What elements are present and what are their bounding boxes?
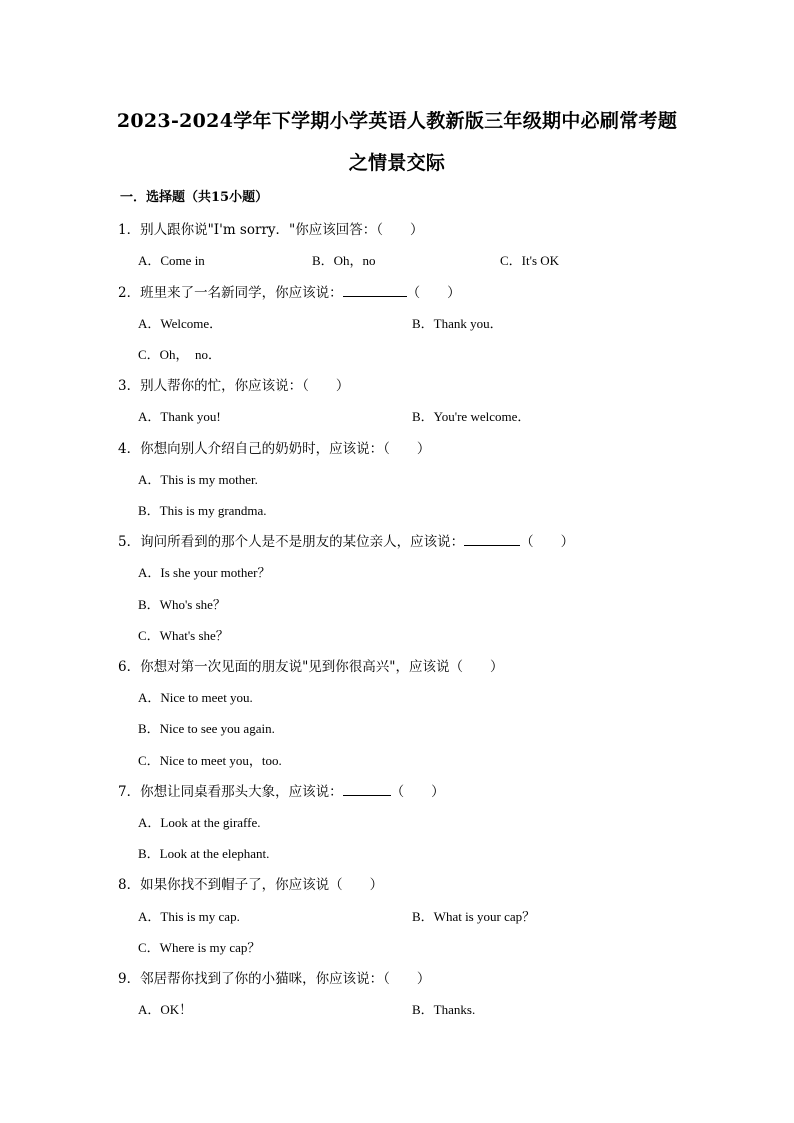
- q2-option-a[interactable]: A．Welcome．: [138, 316, 223, 331]
- section-heading: 一．选择题（共15小题）: [120, 190, 269, 205]
- question-5: [118, 530, 574, 550]
- q5-option-a[interactable]: A．Is she your mother？: [138, 565, 271, 580]
- q7-option-a[interactable]: A．Look at the giraffe.: [138, 815, 261, 830]
- answer-blank: [343, 783, 391, 796]
- question-6: 6．你想对第一次见面的朋友说"见到你很高兴"，应该说（ ）: [118, 659, 504, 675]
- question-2: [118, 281, 461, 301]
- q6-option-b[interactable]: B．Nice to see you again.: [138, 721, 275, 736]
- q8-option-a[interactable]: A．This is my cap.: [138, 909, 240, 924]
- answer-blank: [464, 533, 520, 546]
- q8-option-c[interactable]: C．Where is my cap？: [138, 940, 261, 955]
- q2-option-c[interactable]: C．Oh， no．: [138, 347, 222, 362]
- q6-option-c[interactable]: C．Nice to meet you，too.: [138, 753, 282, 768]
- q1-option-c[interactable]: C．It's OK: [500, 253, 560, 268]
- question-9: 9．邻居帮你找到了你的小猫咪，你应该说：（ ）: [118, 971, 431, 987]
- q3-option-a[interactable]: A．Thank you!: [138, 409, 221, 424]
- q7-option-b[interactable]: B．Look at the elephant.: [138, 846, 270, 861]
- q2-option-b[interactable]: B．Thank you．: [412, 316, 503, 331]
- question-5-text: 5．询问所看到的那个人是不是朋友的某位亲人，应该说：: [118, 534, 465, 550]
- question-2-paren: （ ）: [406, 285, 461, 301]
- q4-option-a[interactable]: A．This is my mother.: [138, 472, 258, 487]
- q9-option-b[interactable]: B．Thanks.: [412, 1002, 476, 1017]
- question-7-text: 7．你想让同桌看那头大象，应该说：: [118, 784, 343, 800]
- q3-option-b[interactable]: B．You're welcome．: [412, 409, 531, 424]
- page-subtitle: 之情景交际: [348, 152, 446, 174]
- question-7-paren: （ ）: [390, 784, 445, 800]
- answer-blank: [343, 284, 407, 297]
- page-title: 2023-2024学年下学期小学英语人教新版三年级期中必刷常考题: [116, 110, 678, 132]
- q5-option-c[interactable]: C．What's she？: [138, 628, 229, 643]
- q4-option-b[interactable]: B．This is my grandma.: [138, 503, 267, 518]
- question-4: 4．你想向别人介绍自己的奶奶时，应该说：（ ）: [118, 441, 431, 457]
- question-1: 1．别人跟你说"I'm sorry．"你应该回答：（ ）: [118, 222, 424, 238]
- q1-option-a[interactable]: A．Come in: [138, 253, 205, 268]
- q6-option-a[interactable]: A．Nice to meet you.: [138, 690, 253, 705]
- question-7: [118, 780, 445, 800]
- q1-option-b[interactable]: B．Oh，no: [312, 253, 376, 268]
- q5-option-b[interactable]: B．Who's she？: [138, 597, 226, 612]
- q9-option-a[interactable]: A．OK！: [138, 1002, 193, 1017]
- question-2-text: 2．班里来了一名新同学，你应该说：: [118, 285, 343, 301]
- question-8: 8．如果你找不到帽子了，你应该说（ ）: [118, 877, 384, 893]
- question-3: 3．别人帮你的忙，你应该说：（ ）: [118, 378, 350, 394]
- q8-option-b[interactable]: B．What is your cap？: [412, 909, 536, 924]
- question-5-paren: （ ）: [520, 534, 575, 550]
